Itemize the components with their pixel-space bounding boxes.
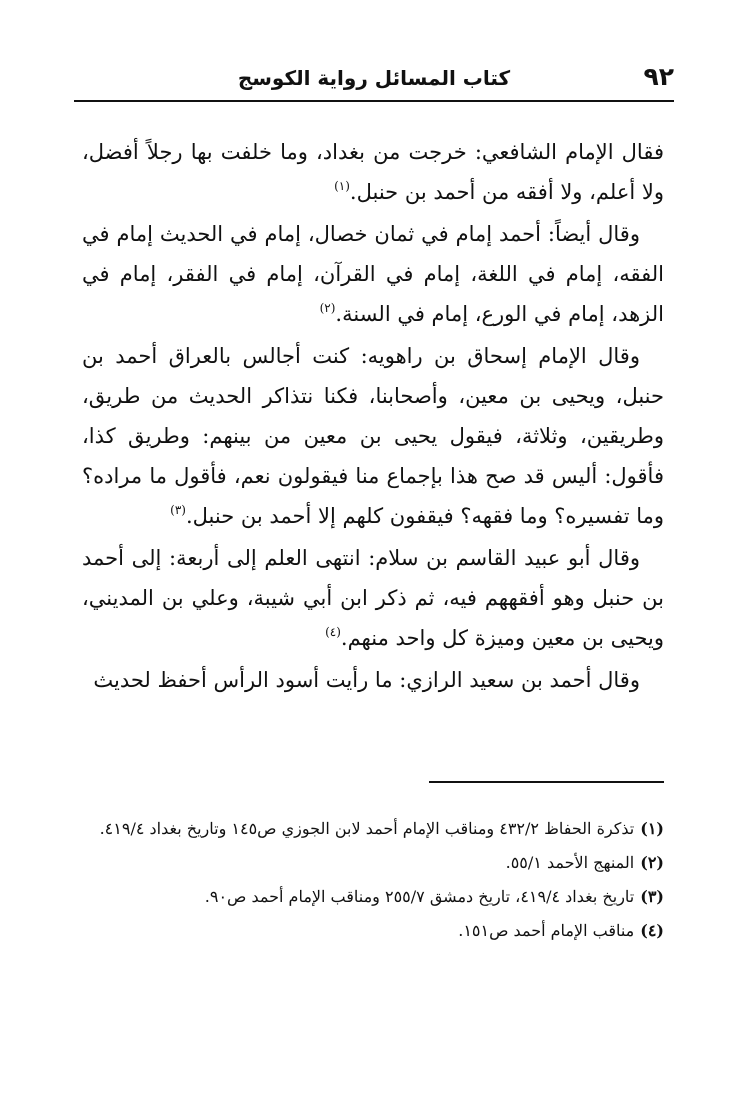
footnote-number: (١)	[640, 819, 664, 838]
paragraph-text: وقال الإمام إسحاق بن راهويه: كنت أجالس بالعراق أحمد بن حنبل، ويحيى بن معين، وأصحابنا، فكنا نتذاكر الحديث من طريق، وطريقين، وثلاثة، فيقول يحيى بن معين من بينهم: وطريق كذا، فأقول: أليس قد صح هذا بإجماع منا فيقولون نعم، فأقول ما مراده؟ وما تفسيره؟ وما فقهه؟ فيقفون كلهم إلا أحمد بن حنبل.	[82, 344, 664, 528]
paragraph	[82, 336, 664, 536]
footnote	[82, 812, 664, 846]
footnote-separator	[429, 781, 664, 783]
footnote-text: تاريخ بغداد ٤١٩/٤، تاريخ دمشق ٢٥٥/٧ ومناقب الإمام أحمد ص٩٠.	[204, 887, 635, 906]
footnote-number: (٢)	[640, 853, 664, 872]
page-header	[74, 60, 674, 102]
footnote-number: (٤)	[640, 921, 664, 940]
paragraph-text: فقال الإمام الشافعي: خرجت من بغداد، وما خلفت بها رجلاً أفضل، ولا أعلم، ولا أفقه من أحمد بن حنبل.	[82, 140, 664, 204]
footnote	[82, 880, 664, 914]
footnote	[82, 914, 664, 948]
main-text	[82, 132, 664, 700]
paragraph	[82, 214, 664, 334]
paragraph-text: وقال أحمد بن سعيد الرازي: ما رأيت أسود الرأس أحفظ لحديث	[93, 668, 640, 692]
footnote-number: (٣)	[640, 887, 664, 906]
footnote-text: مناقب الإمام أحمد ص١٥١.	[458, 921, 635, 940]
paragraph	[82, 538, 664, 658]
footnotes	[82, 812, 664, 948]
paragraph-text: وقال أيضاً: أحمد إمام في ثمان خصال، إمام في الحديث إمام في الفقه، إمام في اللغة، إمام في القرآن، إمام في الفقر، إمام في الزهد، إمام في الورع، إمام في السنة.	[82, 222, 664, 326]
footnote-ref: (٣)	[170, 503, 186, 517]
footnote-ref: (٢)	[319, 301, 336, 315]
running-title: كتاب المسائل رواية الكوسج	[237, 66, 511, 90]
paragraph	[82, 660, 664, 700]
footnote-ref: (١)	[334, 179, 350, 193]
paragraph	[82, 132, 664, 212]
paragraph-text: وقال أبو عبيد القاسم بن سلام: انتهى العلم إلى أربعة: إلى أحمد بن حنبل وهو أفقههم فيه، ثم ذكر ابن أبي شيبة، وعلي بن المديني، ويحيى بن معين وميزة كل واحد منهم.	[82, 546, 664, 650]
footnote-ref: (٤)	[325, 625, 341, 639]
page-number: ٩٢	[643, 62, 674, 91]
footnote	[82, 846, 664, 880]
footnote-text: تذكرة الحفاظ ٤٣٢/٢ ومناقب الإمام أحمد لابن الجوزي ص١٤٥ وتاريخ بغداد ٤١٩/٤.	[99, 819, 635, 838]
footnote-text: المنهج الأحمد ٥٥/١.	[505, 853, 635, 872]
